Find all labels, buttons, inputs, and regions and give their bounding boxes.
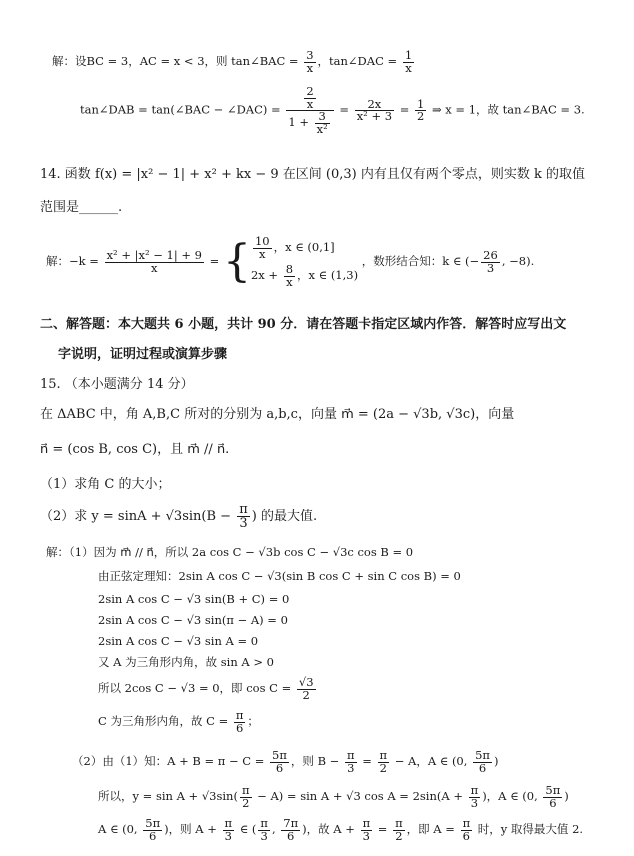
part2-suffix: ) 的最大值.	[251, 509, 318, 524]
q15-part2-sol-line1	[72, 750, 498, 774]
q15-sol-line6: 又 A 为三角形内角，故 sin A > 0	[98, 655, 274, 669]
frac	[469, 785, 481, 809]
q15-part1: （1）求角 C 的大小；	[40, 477, 171, 492]
frac	[543, 785, 562, 809]
q15-stem: 在 ΔABC 中，角 A,B,C 所对的分别为 a,b,c，向量 m⃗ = (2a − √3b, √3c)，向量	[40, 407, 515, 422]
frac-num: 5π	[272, 748, 287, 762]
frac-num: 5π	[475, 748, 490, 762]
sol13-text-a: 解：设BC = 3，AC = x < 3，则 tan∠BAC =	[52, 54, 303, 68]
frac-num: π	[346, 748, 355, 762]
part2-prefix: （2）求 y = sinA + √3sin(B −	[40, 509, 236, 524]
section-heading-2: 字说明，证明过程或演算步骤	[58, 347, 228, 362]
p2c-mid5: ，即 A =	[406, 822, 459, 836]
frac-den: 2	[417, 109, 425, 123]
frac-den: 6	[549, 795, 557, 810]
frac-num: π	[260, 816, 268, 830]
frac	[253, 236, 272, 260]
frac-den: x	[259, 246, 266, 261]
frac-den: 6	[235, 720, 244, 735]
frac-den: 3	[362, 828, 370, 843]
frac-num: π	[241, 783, 250, 797]
q14-ans-tail: , −8).	[501, 254, 535, 268]
case-2-prefix: 2x +	[250, 268, 282, 282]
q15-sol-line7	[98, 677, 318, 701]
q15-sol-line3: 2sin A cos C − √3 sin(B + C) = 0	[98, 592, 290, 606]
q15-stem-2: n⃗ = (cos B, cos C)，且 m⃗ // n⃗.	[40, 442, 230, 457]
frac-num: 1	[417, 96, 425, 111]
q15-part2	[40, 503, 317, 530]
left-brace: {	[222, 236, 251, 287]
frac-den: x	[306, 96, 314, 111]
p2c-end: 时，y 取得最大值 2.	[474, 822, 584, 836]
sol13-line2-right: ⇒ x = 1，故 tan∠BAC = 3.	[431, 102, 585, 117]
s7-prefix: 所以 2cos C − √3 = 0，即 cos C =	[98, 681, 295, 695]
q14-sol-suffix: ，数形结合知：k ∈ (−	[361, 254, 480, 268]
case-2-cond: ，x ∈ (1,3)	[297, 268, 359, 282]
frac-den: 6	[478, 760, 487, 775]
frac	[345, 750, 357, 774]
frac-den: 3	[239, 516, 248, 531]
frac	[415, 96, 426, 123]
frac-den: x²	[316, 121, 328, 136]
p2b-text: 所以，y = sin A + √3sin(	[98, 789, 238, 803]
frac	[234, 710, 246, 734]
q15-sol-line8	[98, 710, 259, 734]
sol13-text-b: ，tan∠DAC =	[317, 54, 401, 68]
frac-num: π	[395, 816, 403, 830]
frac-num: π	[362, 816, 371, 830]
p2a-tail: − A，A ∈ (0,	[391, 754, 472, 768]
p2b-mid2: )，A ∈ (0,	[482, 789, 542, 803]
frac-num: 3	[306, 48, 314, 62]
sol13-line2-left: tan∠DAB = tan(∠BAC − ∠DAC) =	[80, 102, 281, 117]
frac	[284, 264, 295, 288]
p2c-mid2: ∈ (	[236, 822, 257, 836]
case-1-cond: ，x ∈ (0,1]	[273, 240, 335, 254]
p2b-end: )	[564, 789, 569, 803]
frac-num: π	[235, 708, 244, 722]
frac-den: 6	[149, 828, 157, 843]
frac-num: π	[224, 816, 233, 830]
p2a-text: （2）由（1）知：A + B = π − C =	[72, 754, 269, 768]
p2c-mid3: )，故 A +	[302, 822, 359, 836]
case-2	[251, 264, 358, 288]
big-frac	[286, 86, 333, 135]
frac-num: 5π	[545, 783, 561, 797]
frac	[473, 750, 492, 774]
frac-den: x² + 3	[356, 109, 393, 123]
p2c-text: A ∈ (0,	[98, 822, 142, 836]
frac-num: 10	[254, 234, 270, 248]
q14-sol-prefix: 解：−k =	[46, 254, 99, 268]
big-frac-num	[286, 86, 333, 111]
s8-suffix: ；	[247, 714, 259, 728]
frac-num: π	[470, 783, 479, 797]
case-1	[251, 236, 358, 260]
frac	[481, 250, 500, 274]
frac-num: 26	[483, 248, 498, 262]
frac	[223, 818, 235, 842]
big-frac-den	[286, 111, 333, 135]
frac-num: π	[239, 502, 248, 517]
q14-solution: 解：−k = $\frac{\text{x² + |x² − 1| + 9}}{x}$ = { $\frac{10}{x}$ ，x ∈ (0,1] 2x + $\frac{8}{x}$ ，x ∈ (1,3) ，数形结合知：k ∈ (− $\frac{26}{3}$ , −8).	[46, 232, 534, 292]
frac-num: 2	[306, 84, 314, 98]
q14-stem: 14. 函数 f(x) = |x² − 1| + x² + kx − 9 在区间 (0,3) 内有且仅有两个零点，则实数 k 的取值	[40, 167, 585, 182]
q15-part2-sol-line2	[98, 785, 569, 809]
frac-num: π	[379, 748, 388, 762]
frac-num: 8	[285, 262, 294, 276]
sol13-line2: tan∠DAB = tan(∠BAC − ∠DAC) = $\frac{2}{x}$ 1 + $\frac{3}{\text{x²}}$ = $\frac{2x}{\text{x² + 3}}$ = $\frac{1}{2}$ ⇒ x = 1，故 tan∠BAC = 3.	[80, 84, 585, 136]
p2a-end: )	[493, 754, 499, 768]
frac-num: π	[462, 816, 471, 830]
frac-den: 2	[302, 687, 310, 702]
frac	[378, 750, 390, 774]
frac-num: 7π	[283, 816, 299, 830]
frac-den: 6	[275, 760, 284, 775]
den-prefix: 1 +	[288, 115, 313, 129]
frac-num: 2x	[355, 99, 394, 112]
frac-den: 3	[470, 795, 479, 810]
frac	[237, 503, 250, 530]
frac-den: x	[405, 60, 412, 75]
q15-title: 15. （本小题满分 14 分）	[40, 377, 194, 392]
frac	[297, 677, 316, 701]
q15-sol-line4: 2sin A cos C − √3 sin(π − A) = 0	[98, 613, 288, 627]
frac-num: 1	[404, 48, 413, 62]
frac	[270, 750, 289, 774]
frac-den: 2	[395, 828, 403, 843]
frac-den: 2	[379, 760, 387, 775]
frac	[304, 50, 315, 74]
q15-sol-line1: 解：（1）因为 m⃗ // n⃗，所以 2a cos C − √3b cos C − √3c cos B = 0	[46, 545, 414, 559]
frac	[258, 818, 270, 842]
piecewise-cases	[251, 232, 358, 292]
frac-den: 3	[260, 828, 268, 843]
frac	[361, 818, 373, 842]
p2a-mid2: =	[358, 754, 376, 768]
frac-den: 6	[287, 828, 295, 843]
frac	[393, 818, 405, 842]
q15-part2-sol-line3	[98, 818, 583, 842]
frac-den: x	[286, 274, 293, 289]
frac-den: 3	[347, 760, 355, 775]
frac-num: 3	[315, 111, 330, 124]
frac	[105, 250, 204, 274]
p2b-mid: − A) = sin A + √3 cos A = 2sin(A +	[253, 789, 467, 803]
frac-den: 6	[462, 828, 470, 843]
frac	[403, 50, 414, 74]
q15-sol-line5: 2sin A cos C − √3 sin A = 0	[98, 634, 259, 648]
frac-den: x	[306, 60, 314, 75]
p2c-mid: )，则 A +	[164, 822, 221, 836]
q14-stem-2: 范围是______.	[40, 200, 123, 215]
p2c-comma: ,	[271, 822, 280, 836]
frac	[461, 818, 473, 842]
p2a-mid: ，则 B −	[290, 754, 343, 768]
frac-den: 2	[242, 795, 250, 810]
frac-num: 5π	[145, 816, 161, 830]
q15-sol-line2: 由正弦定理知：2sin A cos C − √3(sin B cos C + sin C cos B) = 0	[98, 569, 461, 583]
sol13-line1	[52, 50, 416, 74]
frac-den: 3	[486, 260, 495, 275]
frac-den: 3	[224, 828, 232, 843]
section-heading: 二、解答题：本大题共 6 小题，共计 90 分．请在答题卡指定区域内作答．解答时应写出文	[40, 317, 567, 332]
frac-num: √3	[298, 675, 314, 689]
frac	[281, 818, 300, 842]
s8-prefix: C 为三角形内角，故 C =	[98, 714, 232, 728]
frac-num: x² + |x² − 1| + 9	[106, 248, 202, 262]
frac	[143, 818, 162, 842]
frac-den: x	[151, 260, 158, 275]
frac	[304, 86, 315, 110]
frac	[355, 96, 394, 123]
p2c-mid4: =	[374, 822, 392, 836]
frac	[315, 111, 330, 135]
frac	[240, 785, 252, 809]
